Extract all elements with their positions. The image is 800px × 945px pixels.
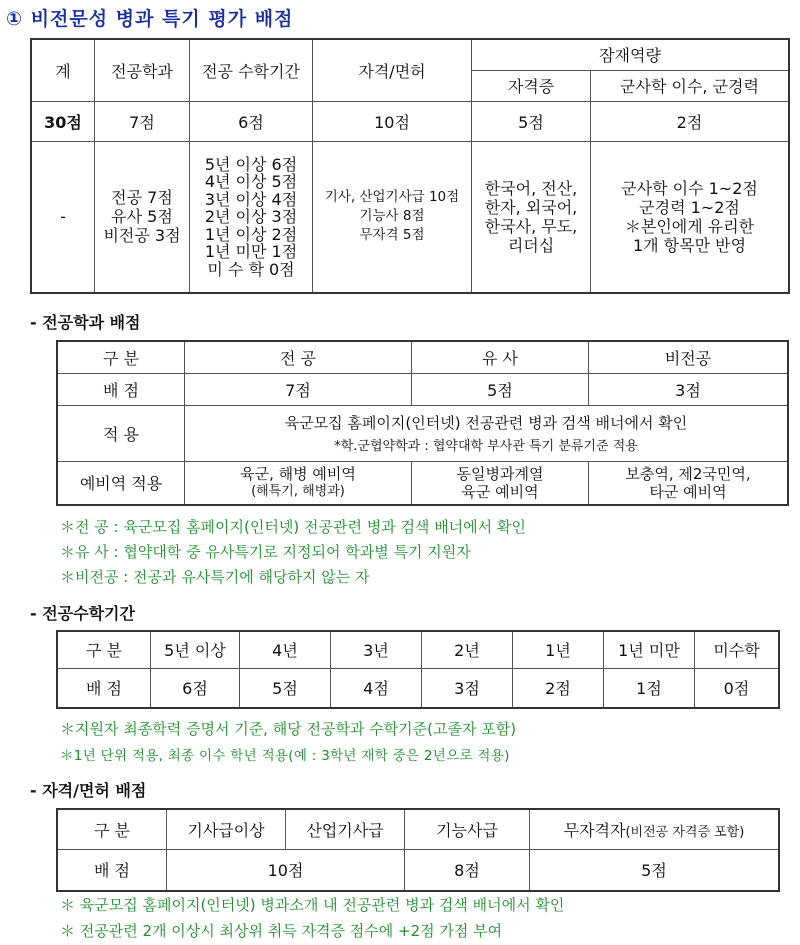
study-note-1: ＊지원자 최종학력 증명서 기준, 해당 전공학과 수학기준(고졸자 포함) (60, 720, 517, 738)
major-pts-similar: 5점 (412, 373, 589, 405)
major-col-category: 구 분 (57, 341, 185, 373)
pts-study: 6점 (190, 101, 313, 141)
study-table (56, 630, 780, 709)
det-cert: 한국어, 전산, 한자, 외국어, 한국사, 무도, 리더십 (472, 141, 591, 293)
license-heading: - 자격/면허 배점 (30, 781, 147, 800)
license-pts-engineer: 10점 (167, 849, 405, 891)
study-pts: 1점 (604, 668, 695, 708)
study-pts: 2점 (513, 668, 604, 708)
page-title: ① 비전문성 병과 특기 평가 배점 (6, 8, 294, 30)
pts-total: 30점 (31, 101, 95, 141)
license-note-2: ＊ 전공관련 2개 이상시 최상위 취득 자격증 점수에 +2점 가점 부여 (60, 922, 503, 940)
major-reserve-1: 육군, 해병 예비역 (해특기, 해병과) (185, 461, 412, 505)
study-heading: - 전공수학기간 (30, 604, 135, 623)
study-col: 2년 (422, 631, 513, 668)
hdr-potential: 잠재역량 (472, 39, 790, 70)
det-license: 기사, 산업기사급 10점 기능사 8점 무자격 5점 (313, 141, 472, 293)
major-note-1: ＊전 공 : 육군모집 홈페이지(인터넷) 전공관련 병과 검색 배너에서 확인 (60, 518, 526, 536)
pts-license: 10점 (313, 101, 472, 141)
major-table (56, 340, 789, 506)
det-major: 전공 7점 유사 5점 비전공 3점 (95, 141, 190, 293)
major-row-points: 배 점 (57, 373, 185, 405)
study-col: 1년 (513, 631, 604, 668)
study-pts: 5점 (240, 668, 331, 708)
major-col-major: 전 공 (185, 341, 412, 373)
major-col-similar: 유 사 (412, 341, 589, 373)
study-pts: 0점 (695, 668, 780, 708)
major-col-nonmajor: 비전공 (589, 341, 789, 373)
license-row-points: 배 점 (57, 849, 167, 891)
det-study: 5년 이상 6점 4년 이상 5점 3년 이상 4점 2년 이상 3점 1년 이상 2점 1년 미만 1점 미 수 학 0점 (190, 141, 313, 293)
major-apply: 육군모집 홈페이지(인터넷) 전공관련 병과 검색 배너에서 확인 *학.군협약학과 : 협약대학 부사관 특기 분류기준 적용 (185, 405, 789, 461)
study-note-2: ＊1년 단위 적용, 최종 이수 학년 적용(예 : 3학년 재학 중은 2년으로 적용) (60, 748, 510, 764)
study-col: 5년 이상 (151, 631, 240, 668)
major-row-reserve: 예비역 적용 (57, 461, 185, 505)
study-col: 4년 (240, 631, 331, 668)
study-row-points: 배 점 (57, 668, 151, 708)
study-col: 미수학 (695, 631, 780, 668)
license-pts-none: 5점 (530, 849, 780, 891)
hdr-military: 군사학 이수, 군경력 (591, 70, 790, 101)
license-col-none: 무자격자(비전공 자격증 포함) (530, 809, 780, 849)
license-col-engineer: 기사급이상 (167, 809, 286, 849)
hdr-license: 자격/면허 (313, 39, 472, 101)
pts-cert: 5점 (472, 101, 591, 141)
license-col-craftsman: 기능사급 (405, 809, 530, 849)
det-total: - (31, 141, 95, 293)
major-pts-major: 7점 (185, 373, 412, 405)
hdr-major: 전공학과 (95, 39, 190, 101)
study-pts: 3점 (422, 668, 513, 708)
hdr-total: 계 (31, 39, 95, 101)
major-pts-nonmajor: 3점 (589, 373, 789, 405)
pts-major: 7점 (95, 101, 190, 141)
study-col: 1년 미만 (604, 631, 695, 668)
license-pts-craftsman: 8점 (405, 849, 530, 891)
study-pts: 6점 (151, 668, 240, 708)
study-pts: 4점 (331, 668, 422, 708)
study-col: 3년 (331, 631, 422, 668)
main-score-table (30, 38, 790, 294)
study-row-header: 구 분 (57, 631, 151, 668)
major-note-2: ＊유 사 : 협약대학 중 유사특기로 지정되어 학과별 특기 지원자 (60, 543, 471, 561)
license-table (56, 808, 780, 892)
major-heading: - 전공학과 배점 (30, 313, 141, 332)
major-reserve-3: 보충역, 제2국민역, 타군 예비역 (589, 461, 789, 505)
major-note-3: ＊비전공 : 전공과 유사특기에 해당하지 않는 자 (60, 568, 370, 586)
det-military: 군사학 이수 1~2점 군경력 1~2점 ＊본인에게 유리한 1개 항목만 반영 (591, 141, 790, 293)
license-col-category: 구 분 (57, 809, 167, 849)
license-col-industrial: 산업기사급 (286, 809, 405, 849)
hdr-study-period: 전공 수학기간 (190, 39, 313, 101)
hdr-cert: 자격증 (472, 70, 591, 101)
license-note-1: ＊ 육군모집 홈페이지(인터넷) 병과소개 내 전공관련 병과 검색 배너에서 확인 (60, 896, 565, 914)
pts-military: 2점 (591, 101, 790, 141)
major-reserve-2: 동일병과계열 육군 예비역 (412, 461, 589, 505)
major-row-apply: 적 용 (57, 405, 185, 461)
